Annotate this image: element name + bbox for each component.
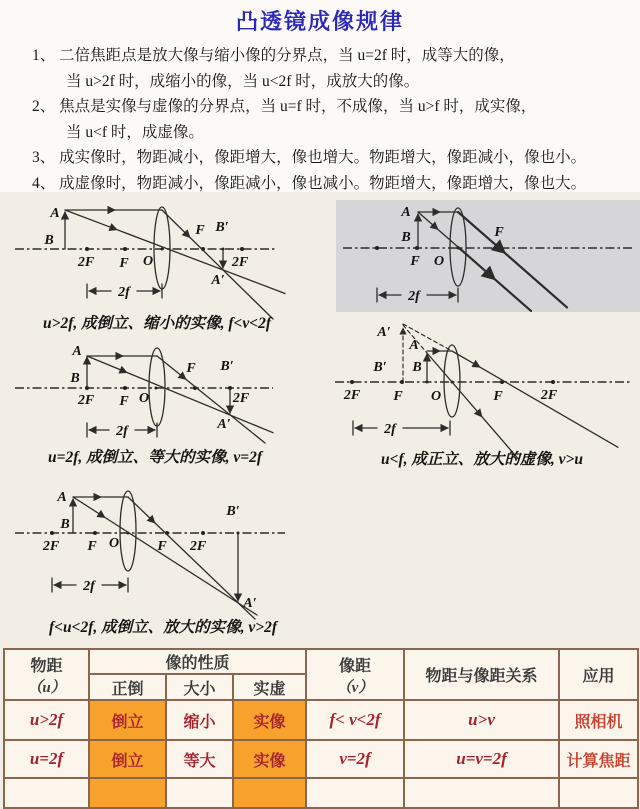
rule-2-line-1: 2、 焦点是实像与虚像的分界点，当 u=f 时，不成像，当 u>f 时，成实像， <box>32 98 537 115</box>
table-row-partial <box>4 778 638 808</box>
label-B-prime: B′ <box>220 359 234 374</box>
rule-1-line-1: 1、 二倍焦距点是放大像与缩小像的分界点，当 u=2f 时，成等大的像， <box>32 47 515 64</box>
label-2F-right: 2F <box>540 388 558 403</box>
header-image-distance-label: 像距 <box>339 657 372 675</box>
header-object-distance-symbol: （u） <box>27 679 66 696</box>
cell-size: 缩小 <box>166 700 233 740</box>
label-O: O <box>108 536 120 551</box>
label-O: O <box>433 254 445 269</box>
caption-u-less-f: u<f, 成正立、放大的虚像, v>u <box>381 451 583 468</box>
rule-1-line-2: 当 u>2f 时，成缩小的像，当 u<2f 时，成放大的像。 <box>66 72 420 90</box>
cell-relation <box>404 778 559 808</box>
cell-application: 照相机 <box>559 700 638 740</box>
label-F-left: F <box>410 254 420 269</box>
label-F-right: F <box>195 223 205 238</box>
caption-f-u-2f: f<u<2f, 成倒立、放大的实像, v>2f <box>49 619 277 636</box>
label-F-left: F <box>393 389 403 404</box>
label-2F-right: 2F <box>189 539 207 554</box>
rules-section <box>0 0 640 192</box>
rule-3: 3、 成实像时，物距减小，像距增大，像也增大。物距增大，像距减小，像也小。 <box>32 149 587 166</box>
rule-4: 4、 成虚像时，物距减小，像距减小，像也减小。物距增大，像距增大，像也大。 <box>32 174 587 192</box>
table-row-u-equals-2f <box>4 740 638 778</box>
label-A-prime: A′ <box>211 273 225 288</box>
label-F-right: F <box>494 225 504 240</box>
label-F-left: F <box>119 256 129 271</box>
cell-real-virtual <box>233 778 306 808</box>
caption-u-equals-2f: u=2f, 成倒立、等大的实像, v=2f <box>48 449 262 466</box>
cell-relation: u=v=2f <box>404 740 559 778</box>
label-A-prime: A′ <box>217 417 231 432</box>
cell-application <box>559 778 638 808</box>
cell-orientation: 倒立 <box>89 700 166 740</box>
cell-v-range <box>306 778 404 808</box>
label-2F-left: 2F <box>77 393 95 408</box>
label-A-prime: A′ <box>243 596 257 611</box>
table-row-u-greater-2f <box>4 700 638 740</box>
label-B: B <box>401 230 411 245</box>
ray-diagram-u-equals-f <box>335 197 640 319</box>
cell-v-range: f< v<2f <box>306 700 404 740</box>
principal-axis <box>335 380 630 384</box>
label-F-right: F <box>493 389 503 404</box>
principal-axis <box>15 386 273 390</box>
header-object-distance <box>4 649 89 700</box>
label-B: B <box>70 371 80 386</box>
summary-table <box>3 648 639 809</box>
cell-orientation <box>89 778 166 808</box>
label-O: O <box>430 389 442 404</box>
cell-size: 等大 <box>166 740 233 778</box>
cell-orientation: 倒立 <box>89 740 166 778</box>
cell-size <box>166 778 233 808</box>
cell-u-condition: u=2f <box>4 740 89 778</box>
label-A: A <box>409 338 419 353</box>
header-image-distance <box>306 649 404 700</box>
label-B-prime: B′ <box>226 504 240 519</box>
header-relation: 物距与像距关系 <box>404 649 559 700</box>
header-image-distance-symbol: （v） <box>336 679 374 696</box>
cell-relation: u>v <box>404 700 559 740</box>
ray-diagram-f-u-2f <box>5 483 325 641</box>
label-2F-left: 2F <box>77 255 95 270</box>
label-2f: 2f <box>118 285 130 300</box>
cell-application: 计算焦距 <box>559 740 638 778</box>
cell-u-condition <box>4 778 89 808</box>
header-orientation: 正倒 <box>89 674 166 700</box>
label-2f: 2f <box>408 289 420 304</box>
light-rays <box>427 351 618 459</box>
light-rays <box>65 210 285 319</box>
diagrams-section <box>0 192 640 648</box>
cell-real-virtual: 实像 <box>233 740 306 778</box>
cell-v-range: v=2f <box>306 740 404 778</box>
ray-diagram-u-less-f <box>330 320 640 472</box>
2f-measurement <box>353 421 450 435</box>
principal-axis <box>15 247 275 251</box>
label-F-right: F <box>157 539 167 554</box>
label-A: A <box>57 490 67 505</box>
label-B: B <box>60 517 70 532</box>
page-title: 凸透镜成像规律 <box>235 9 404 34</box>
caption-u-greater-2f: u>2f, 成倒立、缩小的实像, f<v<2f <box>43 315 271 332</box>
label-2f: 2f <box>116 424 128 439</box>
label-2F-right: 2F <box>231 255 249 270</box>
label-2F-left: 2F <box>343 388 361 403</box>
rules-list <box>0 43 640 196</box>
label-F-right: F <box>186 361 196 376</box>
label-A-prime: A′ <box>377 325 391 340</box>
header-application: 应用 <box>559 649 638 700</box>
label-A: A <box>401 205 411 220</box>
header-size: 大小 <box>166 674 233 700</box>
rule-2-line-2: 当 u<f 时，成虚像。 <box>66 123 204 141</box>
label-A: A <box>50 206 60 221</box>
label-F-left: F <box>87 539 97 554</box>
label-O: O <box>138 391 150 406</box>
label-B-prime: B′ <box>215 220 229 235</box>
label-F-left: F <box>119 394 129 409</box>
label-B: B <box>412 360 422 375</box>
label-A: A <box>72 344 82 359</box>
principal-axis <box>15 531 285 535</box>
label-2f: 2f <box>384 422 396 437</box>
label-B-prime: B′ <box>373 360 387 375</box>
header-image-properties: 像的性质 <box>89 649 306 674</box>
principal-axis <box>343 246 633 250</box>
label-O: O <box>142 254 154 269</box>
ray-diagram-u-equals-2f <box>5 338 315 470</box>
cell-u-condition: u>2f <box>4 700 89 740</box>
label-2F-left: 2F <box>42 539 60 554</box>
header-real-virtual: 实虚 <box>233 674 306 700</box>
ray-diagram-u-greater-2f <box>5 198 315 336</box>
cell-real-virtual: 实像 <box>233 700 306 740</box>
label-2f: 2f <box>83 579 95 594</box>
label-2F-right: 2F <box>232 391 250 406</box>
header-object-distance-label: 物距 <box>30 657 63 675</box>
label-B: B <box>44 233 54 248</box>
